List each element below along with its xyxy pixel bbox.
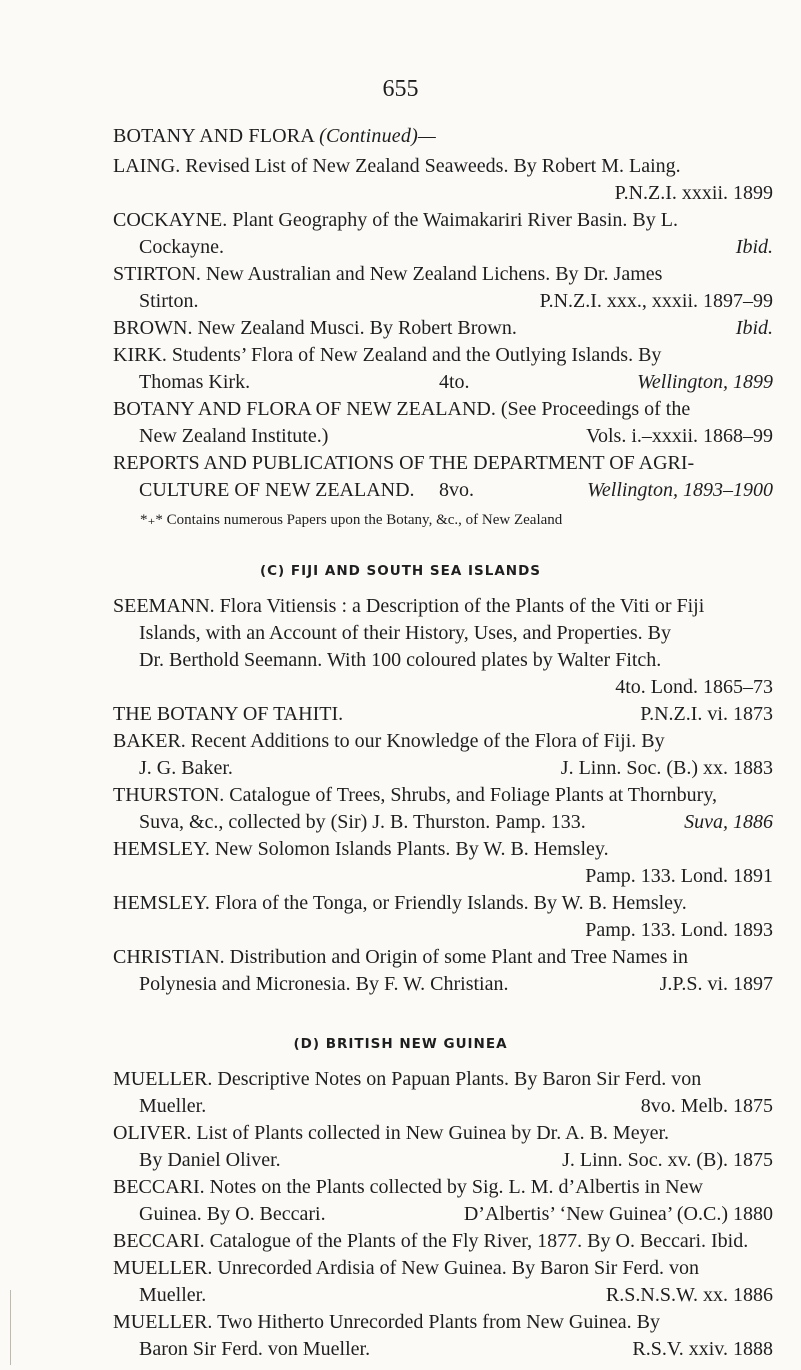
entry-cockayne: COCKAYNE. Plant Geography of the Waimakariri River Basin. By L. Cockayne. Ibid. (113, 209, 773, 258)
entry-beccari-catalogue: BECCARI. Catalogue of the Plants of the Fly River, 1877. By O. Beccari. Ibid. (113, 1230, 749, 1252)
margin-rule (10, 1290, 11, 1365)
entry-mueller-ardisia: MUELLER. Unrecorded Ardisia of New Guinea. By Baron Sir Ferd. von Mueller. R.S.N.S.W. xx. 1886 (113, 1257, 773, 1306)
entry-thurston: THURSTON. Catalogue of Trees, Shrubs, and Foliage Plants at Thornbury, Suva, &c., collected by (Sir) J. B. Thurston. Pamp. 133. Suva, 1886 (113, 784, 773, 833)
entry-baker: BAKER. Recent Additions to our Knowledge of the Flora of Fiji. By J. G. Baker. J. Linn. Soc. (B.) xx. 1883 (113, 730, 773, 779)
page-heading (113, 125, 436, 148)
entry-brown: BROWN. New Zealand Musci. By Robert Brown. Ibid. (113, 317, 773, 339)
entry-botany-nz: BOTANY AND FLORA OF NEW ZEALAND. (See Proceedings of the New Zealand Institute.) Vols. i.–xxxii. 1868–99 (113, 398, 773, 447)
entry-hemsley-solomon: HEMSLEY. New Solomon Islands Plants. By W. B. Hemsley. Pamp. 133. Lond. 1891 (113, 838, 773, 887)
entry-kirk: KIRK. Students’ Flora of New Zealand and the Outlying Islands. By Thomas Kirk. 4to. Wellington, 1899 (113, 344, 773, 393)
entry-seemann: SEEMANN. Flora Vitiensis : a Description of the Plants of the Viti or Fiji Islands, with an Account of their History, Uses, and Properties. By Dr. Berthold Seemann. With 100 coloured plates by Walter Fitch. 4to. Lond. 1865–73 (113, 595, 773, 698)
section-title-fiji: (C) FIJI AND SOUTH SEA ISLANDS (259, 563, 542, 579)
entry-oliver: OLIVER. List of Plants collected in New Guinea by Dr. A. B. Meyer. By Daniel Oliver. J. Linn. Soc. xv. (B). 1875 (113, 1122, 773, 1171)
entry-tahiti: THE BOTANY OF TAHITI. P.N.Z.I. vi. 1873 (113, 703, 773, 725)
page-number: 655 (382, 76, 419, 102)
heading-continued: (Continued)— (319, 125, 436, 147)
entry-mueller-papuan: MUELLER. Descriptive Notes on Papuan Plants. By Baron Sir Ferd. von Mueller. 8vo. Melb. 1875 (113, 1068, 773, 1117)
section-title-new-guinea: (D) BRITISH NEW GUINEA (293, 1036, 508, 1052)
entry-laing: LAING. Revised List of New Zealand Seaweeds. By Robert M. Laing. P.N.Z.I. xxxii. 1899 (113, 155, 773, 204)
entry-beccari-notes: BECCARI. Notes on the Plants collected by Sig. L. M. d’Albertis in New Guinea. By O. Beccari. D’Albertis’ ‘New Guinea’ (O.C.) 1880 (113, 1176, 773, 1225)
entry-christian: CHRISTIAN. Distribution and Origin of some Plant and Tree Names in Polynesia and Micronesia. By F. W. Christian. J.P.S. vi. 1897 (113, 946, 773, 995)
note-line: *₊* Contains numerous Papers upon the Botany, &c., of New Zealand (140, 512, 563, 528)
entry-reports-agriculture: REPORTS AND PUBLICATIONS OF THE DEPARTMENT OF AGRI- CULTURE OF NEW ZEALAND. 8vo. Wellington, 1893–1900 (113, 452, 773, 501)
heading-main: BOTANY AND FLORA (113, 125, 314, 147)
entry-mueller-two-plants: MUELLER. Two Hitherto Unrecorded Plants from New Guinea. By Baron Sir Ferd. von Mueller. R.S.V. xxiv. 1888 (113, 1311, 773, 1360)
entry-hemsley-tonga: HEMSLEY. Flora of the Tonga, or Friendly Islands. By W. B. Hemsley. Pamp. 133. Lond. 1893 (113, 892, 773, 941)
entry-stirton: STIRTON. New Australian and New Zealand Lichens. By Dr. James Stirton. P.N.Z.I. xxx., xxxii. 1897–99 (113, 263, 773, 312)
